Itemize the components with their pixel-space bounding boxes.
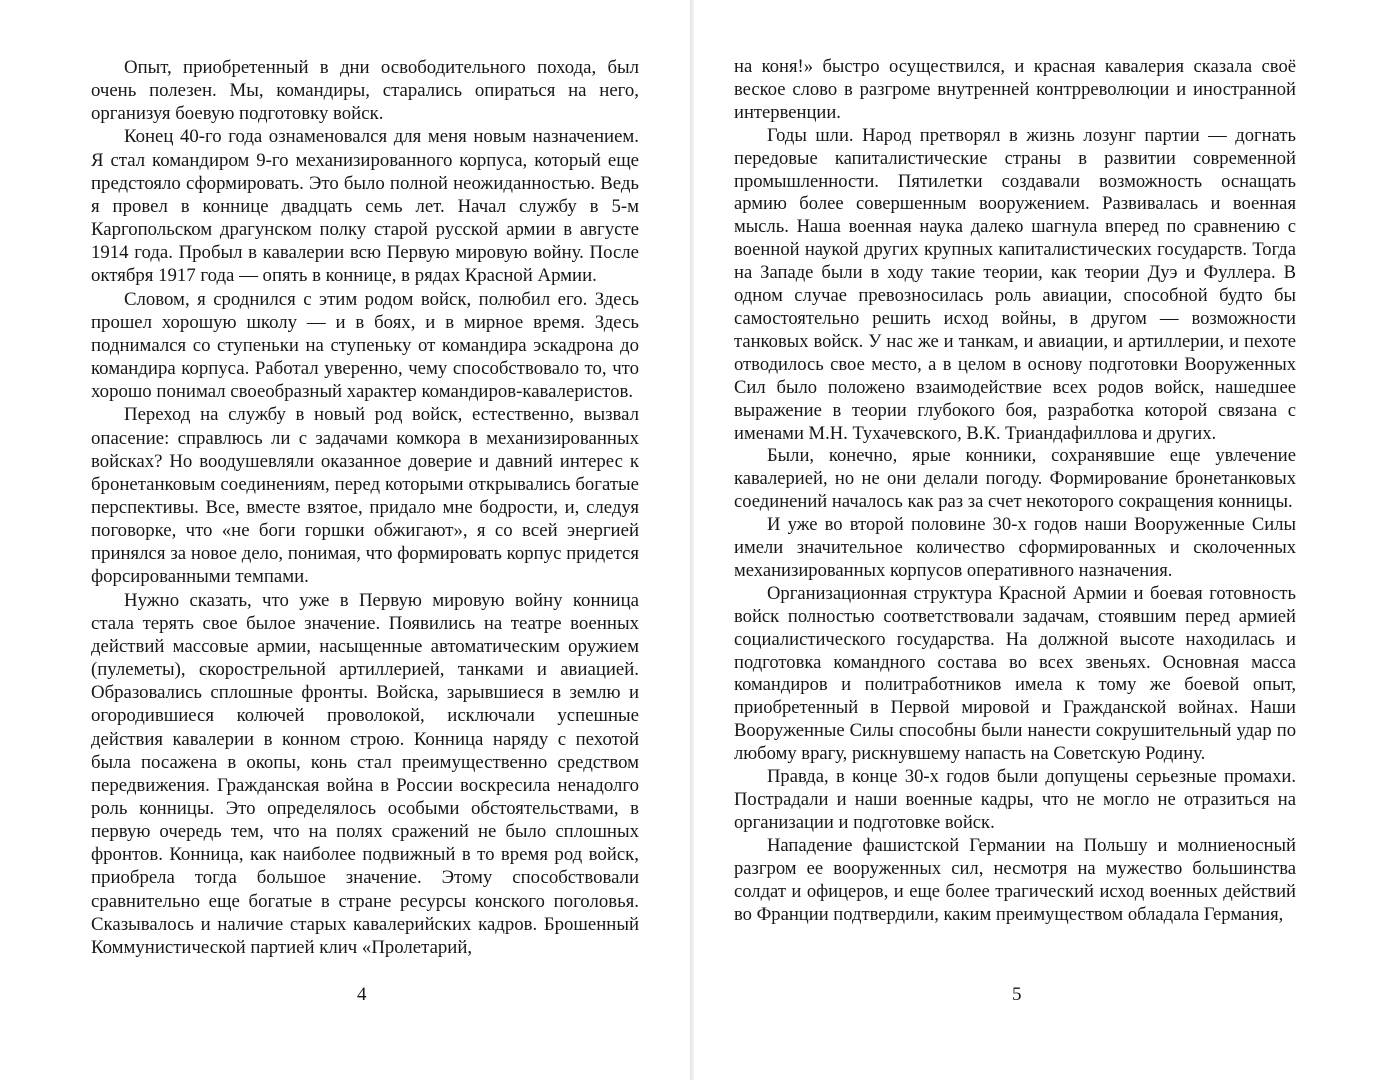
left-page-text [91,56,639,959]
right-paragraph-1: Годы шли. Народ претворял в жизнь лозунг партии — догнать передовые капиталистические страны в развитии современной промышленности. Пятилетки создавали возможность оснащать армию более совершенным вооружением. Развивалась и военная мысль. Наша военная наука далеко шагнула вперед по сравнению с военной наукой других крупных капиталистических государств. Тогда на Западе были в ходу такие теории, как теории Дуэ и Фуллера. В одном случае превозносилась роль авиации, способной будто бы самостоятельно решить исход войны, в другом — возможности танковых войск. У нас же и танкам, и авиации, и артиллерии, и пехоте отводилось свое место, а в целом в основу подготовки Вооруженных Сил было положено взаимодействие всех родов войск, нашедшее выражение в теории глубокого боя, разработка которой связана с именами М.Н. Тухачевского, В.К. Триандафиллова и других. [734,124,1296,444]
right-paragraph-3: И уже во второй половине 30-х годов наши Вооруженные Силы имели значительное количество сформированных и сколоченных механизированных корпусов оперативного назначения. [734,514,1296,581]
right-page-number: 5 [1012,984,1022,1005]
left-page-number: 4 [357,984,367,1005]
left-paragraph-5: Нужно сказать, что уже в Первую мировую войну конница стала терять свое былое значение. Появились на театре военных действий массовые армии, насыщенные автоматическим оружием (пулеметы), скорострельной артиллерией, танками и авиацией. Образовались сплошные фронты. Войска, зарывшиеся в землю и огородившиеся колючей проволокой, исключали успешные действия кавалерии в конном строю. Конница наряду с пехотой была посажена в окопы, конь стал преимущественно средством передвижения. Гражданская война в России воскресила ненадолго роль конницы. Это определялось особыми обстоятельствами, в первую очередь тем, что на полях сражений не было сплошных фронтов. Конница, как наиболее подвижный в то время род войск, приобрела тогда большое значение. Этому способствовали сравнительно еще богатые в стране ресурсы конского поголовья. Сказывалось и наличие старых кавалерийских кадров. Брошенный Коммунистической партией клич «Пролетарий, [91,589,639,958]
right-page [694,0,1373,1080]
right-paragraph-6: Нападение фашистской Германии на Польшу и молниеносный разгром ее вооруженных сил, несмотря на мужество большинства солдат и офицеров, и еще более трагический исход военных действий во Франции подтвердили, каким преимуществом обладала Германия, [734,834,1296,925]
right-paragraph-2: Были, конечно, ярые конники, сохранявшие еще увлечение кавалерией, но не они делали погоду. Формирование бронетанковых соединений началось как раз за счет некоторого сокращения конницы. [734,445,1296,513]
right-page-text [734,56,1296,926]
right-paragraph-5: Правда, в конце 30-х годов были допущены серьезные промахи. Пострадали и наши военные кадры, что не могло не отразиться на организации и подготовке войск. [734,766,1296,833]
left-paragraph-3: Словом, я сроднился с этим родом войск, полюбил его. Здесь прошел хорошую школу — и в боях, и в мирное время. Здесь поднимался со ступеньки на ступеньку от командира эскадрона до командира корпуса. Работал уверенно, чему способствовало то, что хорошо понимал своеобразный характер командиров-кавалеристов. [91,288,639,403]
left-paragraph-2: Конец 40-го года ознаменовался для меня новым назначением. Я стал командиром 9-го механизированного корпуса, который еще предстояло сформировать. Это было полной неожиданностью. Ведь я провел в коннице двадцать семь лет. Начал службу в 5-м Каргопольском драгунском полку старой русской армии в августе 1914 года. Пробыл в кавалерии всю Первую мировую войну. После октября 1917 года — опять в коннице, в рядах Красной Армии. [91,126,639,287]
right-paragraph-4: Организационная структура Красной Армии и боевая готовность войск полностью соответствовали задачам, стоявшим перед армией социалистического государства. На должной высоте находилась и подготовка командного состава во всех звеньях. Основная масса командиров и политработников имела к тому же боевой опыт, приобретенный в Первой мировой и Гражданской войнах. Наши Вооруженные Силы способны были нанести сокрушительный удар по любому врагу, рискнувшему напасть на Советскую Родину. [734,582,1296,765]
left-paragraph-4: Переход на службу в новый род войск, естественно, вызвал опасение: справлюсь ли с задачами комкора в механизированных войсках? Но воодушевляли оказанное доверие и давний интерес к бронетанковым соединениям, перед которыми открывались богатые перспективы. Все, вместе взятое, придало мне бодрости, и, следуя поговорке, что «не боги горшки обжигают», я со всей энергией принялся за новое дело, понимая, что формировать корпус придется форсированными темпами. [91,404,639,588]
left-paragraph-1: Опыт, приобретенный в дни освободительного похода, был очень полезен. Мы, командиры, старались опираться на него, организуя боевую подготовку войск. [91,57,639,125]
right-continuation-paragraph: на коня!» быстро осуществился, и красная кавалерия сказала своё веское слово в разгроме внутренней контрреволюции и иностранной интервенции. [734,56,1296,123]
